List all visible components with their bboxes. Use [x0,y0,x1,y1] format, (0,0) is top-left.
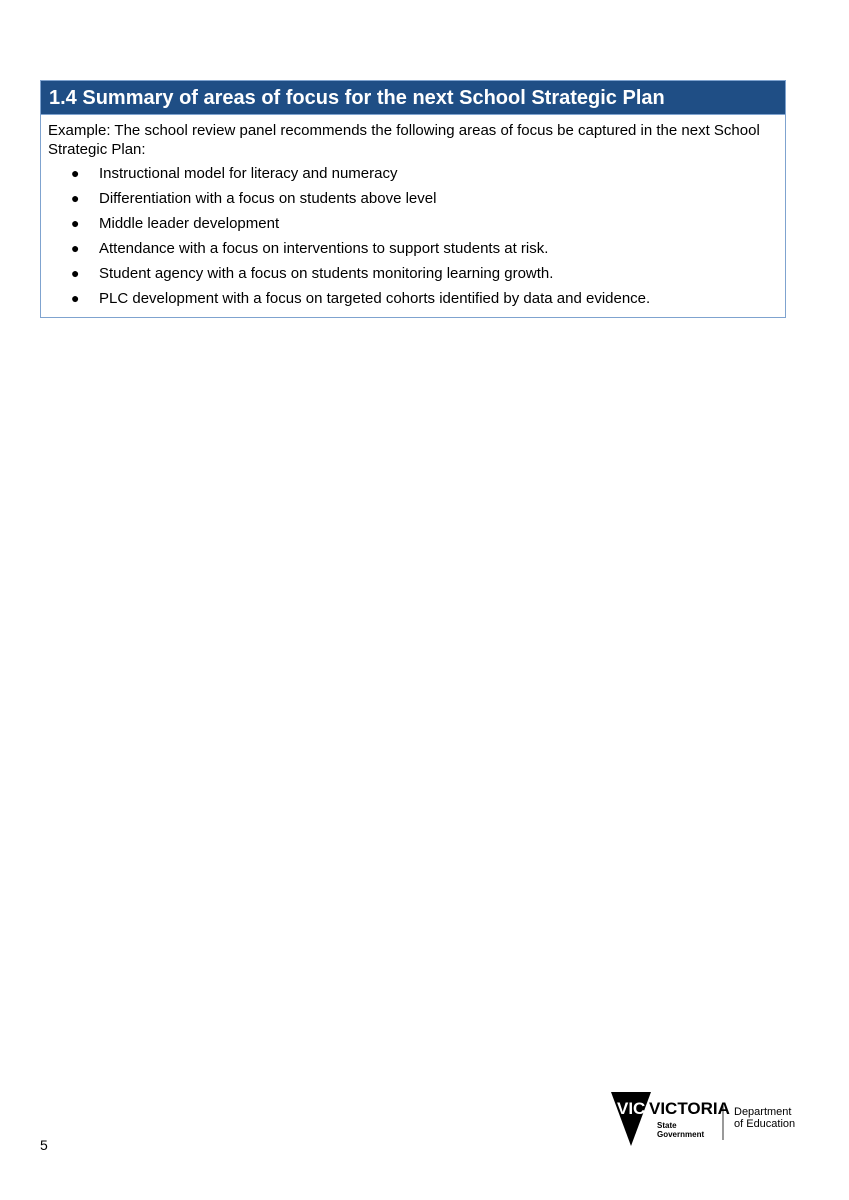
list-item-text: Student agency with a focus on students monitoring learning growth. [99,265,554,282]
logo-department: Department [734,1106,792,1118]
list-item [48,236,777,261]
list-item-text: Attendance with a focus on interventions to support students at risk. [99,240,549,257]
bullet-icon: ● [71,165,80,181]
bullet-icon: ● [71,215,80,231]
section-title: 1.4 Summary of areas of focus for the next School Strategic Plan [41,81,785,115]
bullet-icon: ● [71,290,80,306]
list-item [48,211,777,236]
list-item-text: PLC development with a focus on targeted cohorts identified by data and evidence. [99,290,651,307]
list-item [48,186,777,211]
list-item-text: Instructional model for literacy and numeracy [99,165,398,182]
list-item [48,261,777,286]
list-item [48,286,777,311]
logo-state: State [657,1121,677,1130]
logo-wordmark-part: VIC [617,1099,646,1118]
section-intro: Example: The school review panel recommends the following areas of focus be captured in the next School Strategic Plan: [48,122,760,158]
victoria-government-logo [611,1090,803,1148]
focus-summary-section [40,80,786,318]
logo-education: of Education [734,1118,796,1130]
bullet-icon: ● [71,265,80,281]
logo-government: Government [657,1130,705,1139]
list-item-text: Middle leader development [99,215,280,232]
section-body [41,115,785,317]
list-item [48,161,777,186]
list-item-text: Differentiation with a focus on students above level [99,190,437,207]
logo-wordmark: VICTORIA [649,1099,730,1118]
bullet-icon: ● [71,190,80,206]
focus-list [48,161,777,311]
bullet-icon: ● [71,240,80,256]
page-number: 5 [40,1137,48,1153]
